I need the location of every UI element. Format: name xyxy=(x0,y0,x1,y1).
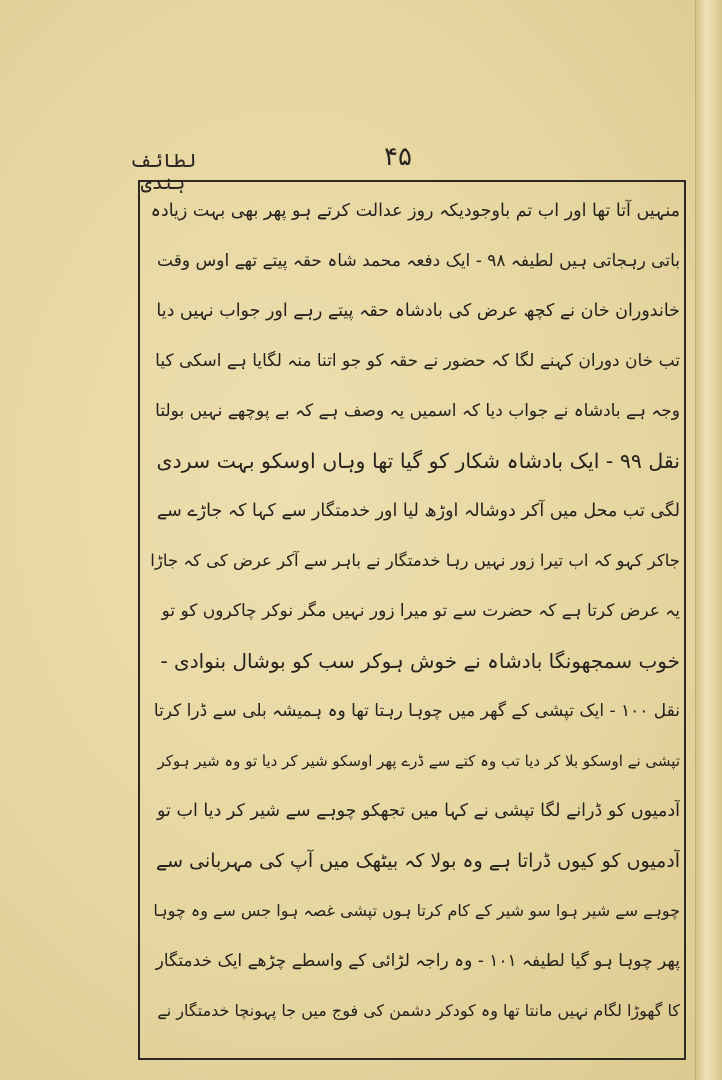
text-line: کا گھوڑا لگام نہیں مانتا تھا وہ کودکر دشمن کی فوج میں جا پہونچا خدمتگار نے xyxy=(157,1001,680,1020)
text-line: وجہ ہے بادشاہ نے جواب دیا کہ اسمیں یہ وصف ہے کہ بے پوچھے نہیں بولتا xyxy=(155,401,680,421)
text-line: تپشی نے اوسکو بلا کر دیا تب وہ کتے سے ڈرے پھر اوسکو شیر کر دیا تو وہ شیر ہوکر xyxy=(157,752,680,770)
text-line: منہیں آتا تھا اور اب تم باوجودیکہ روز عدالت کرتے ہو پھر بھی بہت زیادہ xyxy=(150,201,680,221)
text-line: نقل ۱۰۰ - ایک تپشی کے گھر میں چوہا رہتا تھا وہ ہمیشہ بلی سے ڈرا کرتا xyxy=(153,701,680,721)
text-line: خوب سمجھونگا بادشاہ نے خوش ہوکر سب کو بوشال بنوادی - xyxy=(160,649,680,673)
text-line: باتی رہجاتی ہیں لطیفہ ۹۸ - ایک دفعہ محمد شاہ حقہ پیتے تھے اوس وقت xyxy=(157,251,680,271)
running-head: لطائف ہندی xyxy=(129,150,197,194)
book-spine xyxy=(695,0,722,1080)
text-line: یہ عرض کرتا ہے کہ حضرت سے تو میرا زور نہیں مگر نوکر چاکروں کو تو xyxy=(161,601,680,621)
text-line: آدمیوں کو کیوں ڈراتا ہے وہ بولا کہ بیٹھک میں آپ کی مہربانی سے xyxy=(155,850,680,872)
text-line: چوہے سے شیر ہوا سو شیر کے کام کرتا ہوں تپشی غصہ ہوا جس سے وہ چوہا xyxy=(153,901,680,920)
body-text xyxy=(148,186,680,1054)
text-line: نقل ۹۹ - ایک بادشاہ شکار کو گیا تھا وہاں اوسکو بہت سردی xyxy=(156,449,680,473)
text-line: لگی تب محل میں آکر دوشالہ اوڑھ لیا اور خدمتگار سے کہا کہ جاڑے سے xyxy=(156,501,680,521)
text-line: خاندوران خان نے کچھ عرض کی بادشاہ حقہ پیتے رہے اور جواب نہیں دیا xyxy=(156,301,680,321)
text-line: تب خان دوران کہنے لگا کہ حضور نے حقہ کو جو اتنا منہ لگایا ہے اسکی کیا xyxy=(155,351,680,371)
page-number: ۴۵ xyxy=(384,142,412,172)
text-line: آدمیوں کو ڈرانے لگا تپشی نے کہا میں تجھکو چوہے سے شیر کر دیا اب تو xyxy=(157,801,680,821)
text-line: جاکر کہو کہ اب تیرا زور نہیں رہا خدمتگار نے باہر سے آکر عرض کی کہ جاڑا xyxy=(150,551,680,570)
text-line: پھر چوہا ہو گیا لطیفہ ۱۰۱ - وہ راجہ لڑائی کے واسطے چڑھے ایک خدمتگار xyxy=(155,951,680,971)
